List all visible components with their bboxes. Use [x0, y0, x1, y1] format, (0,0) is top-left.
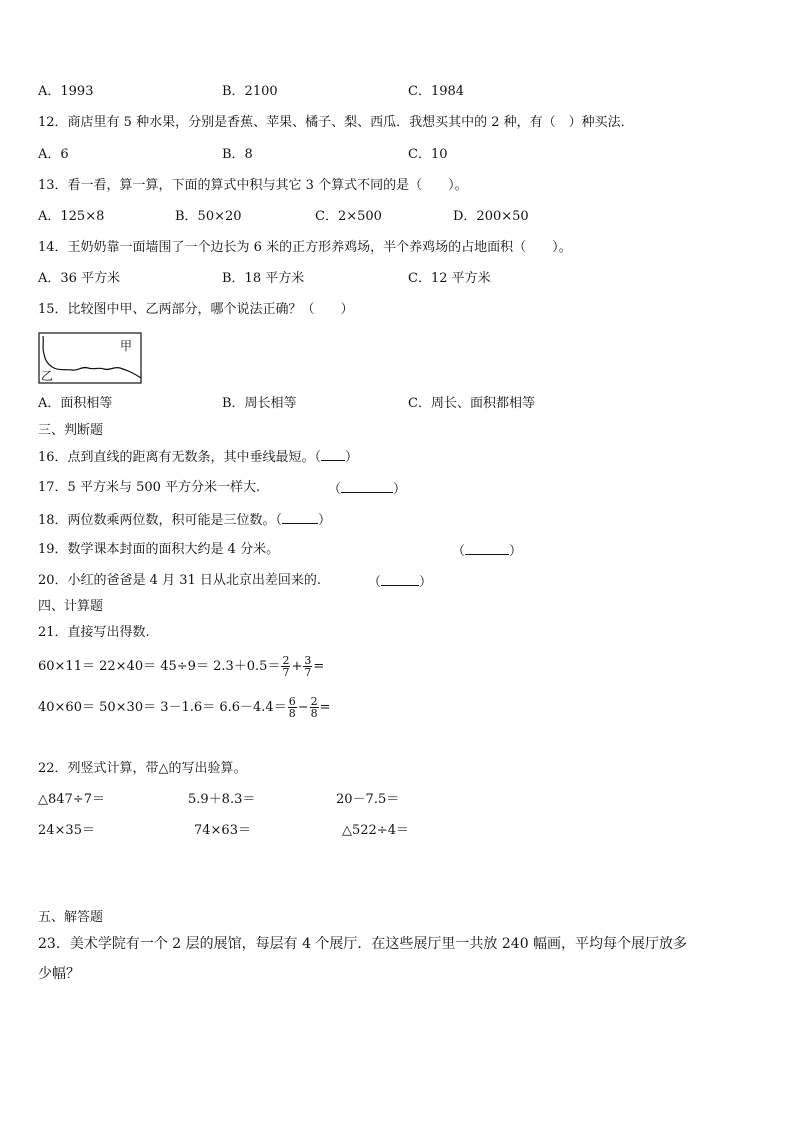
fraction: $\frac{6}{8}$	[288, 695, 296, 720]
q21-expr: 6.6－4.4＝	[219, 700, 287, 715]
q21-expr: 3－1.6＝	[160, 700, 216, 715]
q11-option-b: B．2100	[222, 84, 278, 99]
q22-expr: △522÷4＝	[342, 823, 409, 838]
q22-expr: 24×35＝	[38, 823, 95, 838]
q21-expr: 40×60＝	[38, 700, 95, 715]
q12-question: 12．商店里有 5 种水果，分别是香蕉、苹果、橘子、梨、西瓜．我想买其中的 2 种，有（ ）种买法．	[38, 115, 634, 130]
label-yi: 乙	[41, 369, 54, 383]
q19-open: （	[452, 544, 466, 559]
plus-sign: +	[291, 659, 303, 674]
q17-close: ）	[393, 482, 407, 497]
q21-row2	[38, 696, 331, 719]
q23-line1: 23．美术学院有一个 2 层的展馆，每层有 4 个展厅．在这些展厅里一共放 240 幅画，平均每个展厅放多	[38, 936, 688, 952]
q21-expr: 50×30＝	[99, 700, 157, 715]
q22-expr: 20－7.5＝	[336, 792, 400, 807]
q23-question	[38, 929, 758, 989]
q19-answer	[452, 542, 522, 560]
equals-sign: =	[319, 700, 331, 715]
q17-answer	[328, 480, 406, 498]
q22-expr: △847÷7＝	[38, 792, 105, 807]
fraction: $\frac{2}{8}$	[310, 695, 318, 720]
q18-statement	[38, 511, 331, 529]
q17-statement: 17．5 平方米与 500 平方分米一样大.	[38, 480, 261, 495]
q18-close: ）	[318, 513, 332, 528]
q14-option-b: B．18 平方米	[222, 271, 305, 286]
q13-option-a: A．125×8	[38, 209, 105, 224]
q21-expr: 60×11＝	[38, 659, 95, 674]
q16-answer-blank	[321, 448, 345, 461]
minus-sign: −	[297, 700, 309, 715]
q16-text: 16．点到直线的距离有无数条，其中垂线最短。（	[38, 450, 322, 465]
fraction: $\frac{3}{7}$	[304, 654, 312, 679]
q20-answer	[368, 573, 432, 591]
q12-option-c: C．10	[408, 147, 448, 162]
q21-row1	[38, 655, 324, 678]
label-jia: 甲	[120, 339, 133, 353]
q21-expr: 22×40＝	[99, 659, 157, 674]
section-calculation-heading: 四、计算题	[38, 599, 104, 614]
q17-open: （	[328, 482, 342, 497]
q17-answer-blank	[341, 480, 393, 493]
q19-close: ）	[509, 544, 523, 559]
q13-option-c: C．2×500	[315, 209, 382, 224]
q13-option-d: D．200×50	[453, 209, 529, 224]
q13-question: 13．看一看，算一算，下面的算式中积与其它 3 个算式不同的是（ ）。	[38, 178, 468, 193]
q15-question: 15．比较图中甲、乙两部分，哪个说法正确？（ ）	[38, 302, 354, 317]
q12-option-a: A．6	[38, 147, 69, 162]
q22-expr: 74×63＝	[194, 823, 251, 838]
q15-option-c: C．周长、面积都相等	[408, 396, 535, 411]
fraction: $\frac{2}{7}$	[282, 654, 290, 679]
q22-expr: 5.9＋8.3＝	[188, 792, 256, 807]
q12-option-b: B．8	[222, 147, 253, 162]
q21-expr: 2.3＋0.5＝	[213, 659, 281, 674]
q20-open: （	[368, 575, 382, 590]
q20-answer-blank	[381, 573, 419, 586]
q11-option-a: A．1993	[38, 84, 94, 99]
q13-option-b: B．50×20	[175, 209, 242, 224]
q18-text: 18．两位数乘两位数，积可能是三位数。（	[38, 513, 283, 528]
q14-option-c: C．12 平方米	[408, 271, 491, 286]
q16-close: ）	[345, 450, 359, 465]
q15-option-b: B．周长相等	[222, 396, 297, 411]
q22-question: 22．列竖式计算，带△的写出验算。	[38, 761, 247, 776]
section-judgment-heading: 三、判断题	[38, 423, 104, 438]
q11-option-c: C．1984	[408, 84, 465, 99]
q23-line2: 少幅？	[38, 966, 80, 982]
q20-statement: 20．小红的爸爸是 4 月 31 日从北京出差回来的.	[38, 573, 322, 588]
q21-question: 21．直接写出得数.	[38, 625, 150, 640]
q19-statement: 19．数学课本封面的面积大约是 4 分米。	[38, 542, 280, 557]
q15-figure	[38, 332, 142, 384]
section-word-problem-heading: 五、解答题	[38, 910, 104, 925]
q20-close: ）	[419, 575, 433, 590]
q21-expr: 45÷9＝	[160, 659, 209, 674]
q19-answer-blank	[465, 542, 509, 555]
equals-sign: =	[313, 659, 325, 674]
q18-answer-blank	[282, 511, 318, 524]
q14-option-a: A．36 平方米	[38, 271, 121, 286]
q15-option-a: A．面积相等	[38, 396, 113, 411]
q14-question: 14．王奶奶靠一面墙围了一个边长为 6 米的正方形养鸡场，半个养鸡场的占地面积（ ）。	[38, 240, 572, 255]
q16-statement	[38, 448, 358, 466]
